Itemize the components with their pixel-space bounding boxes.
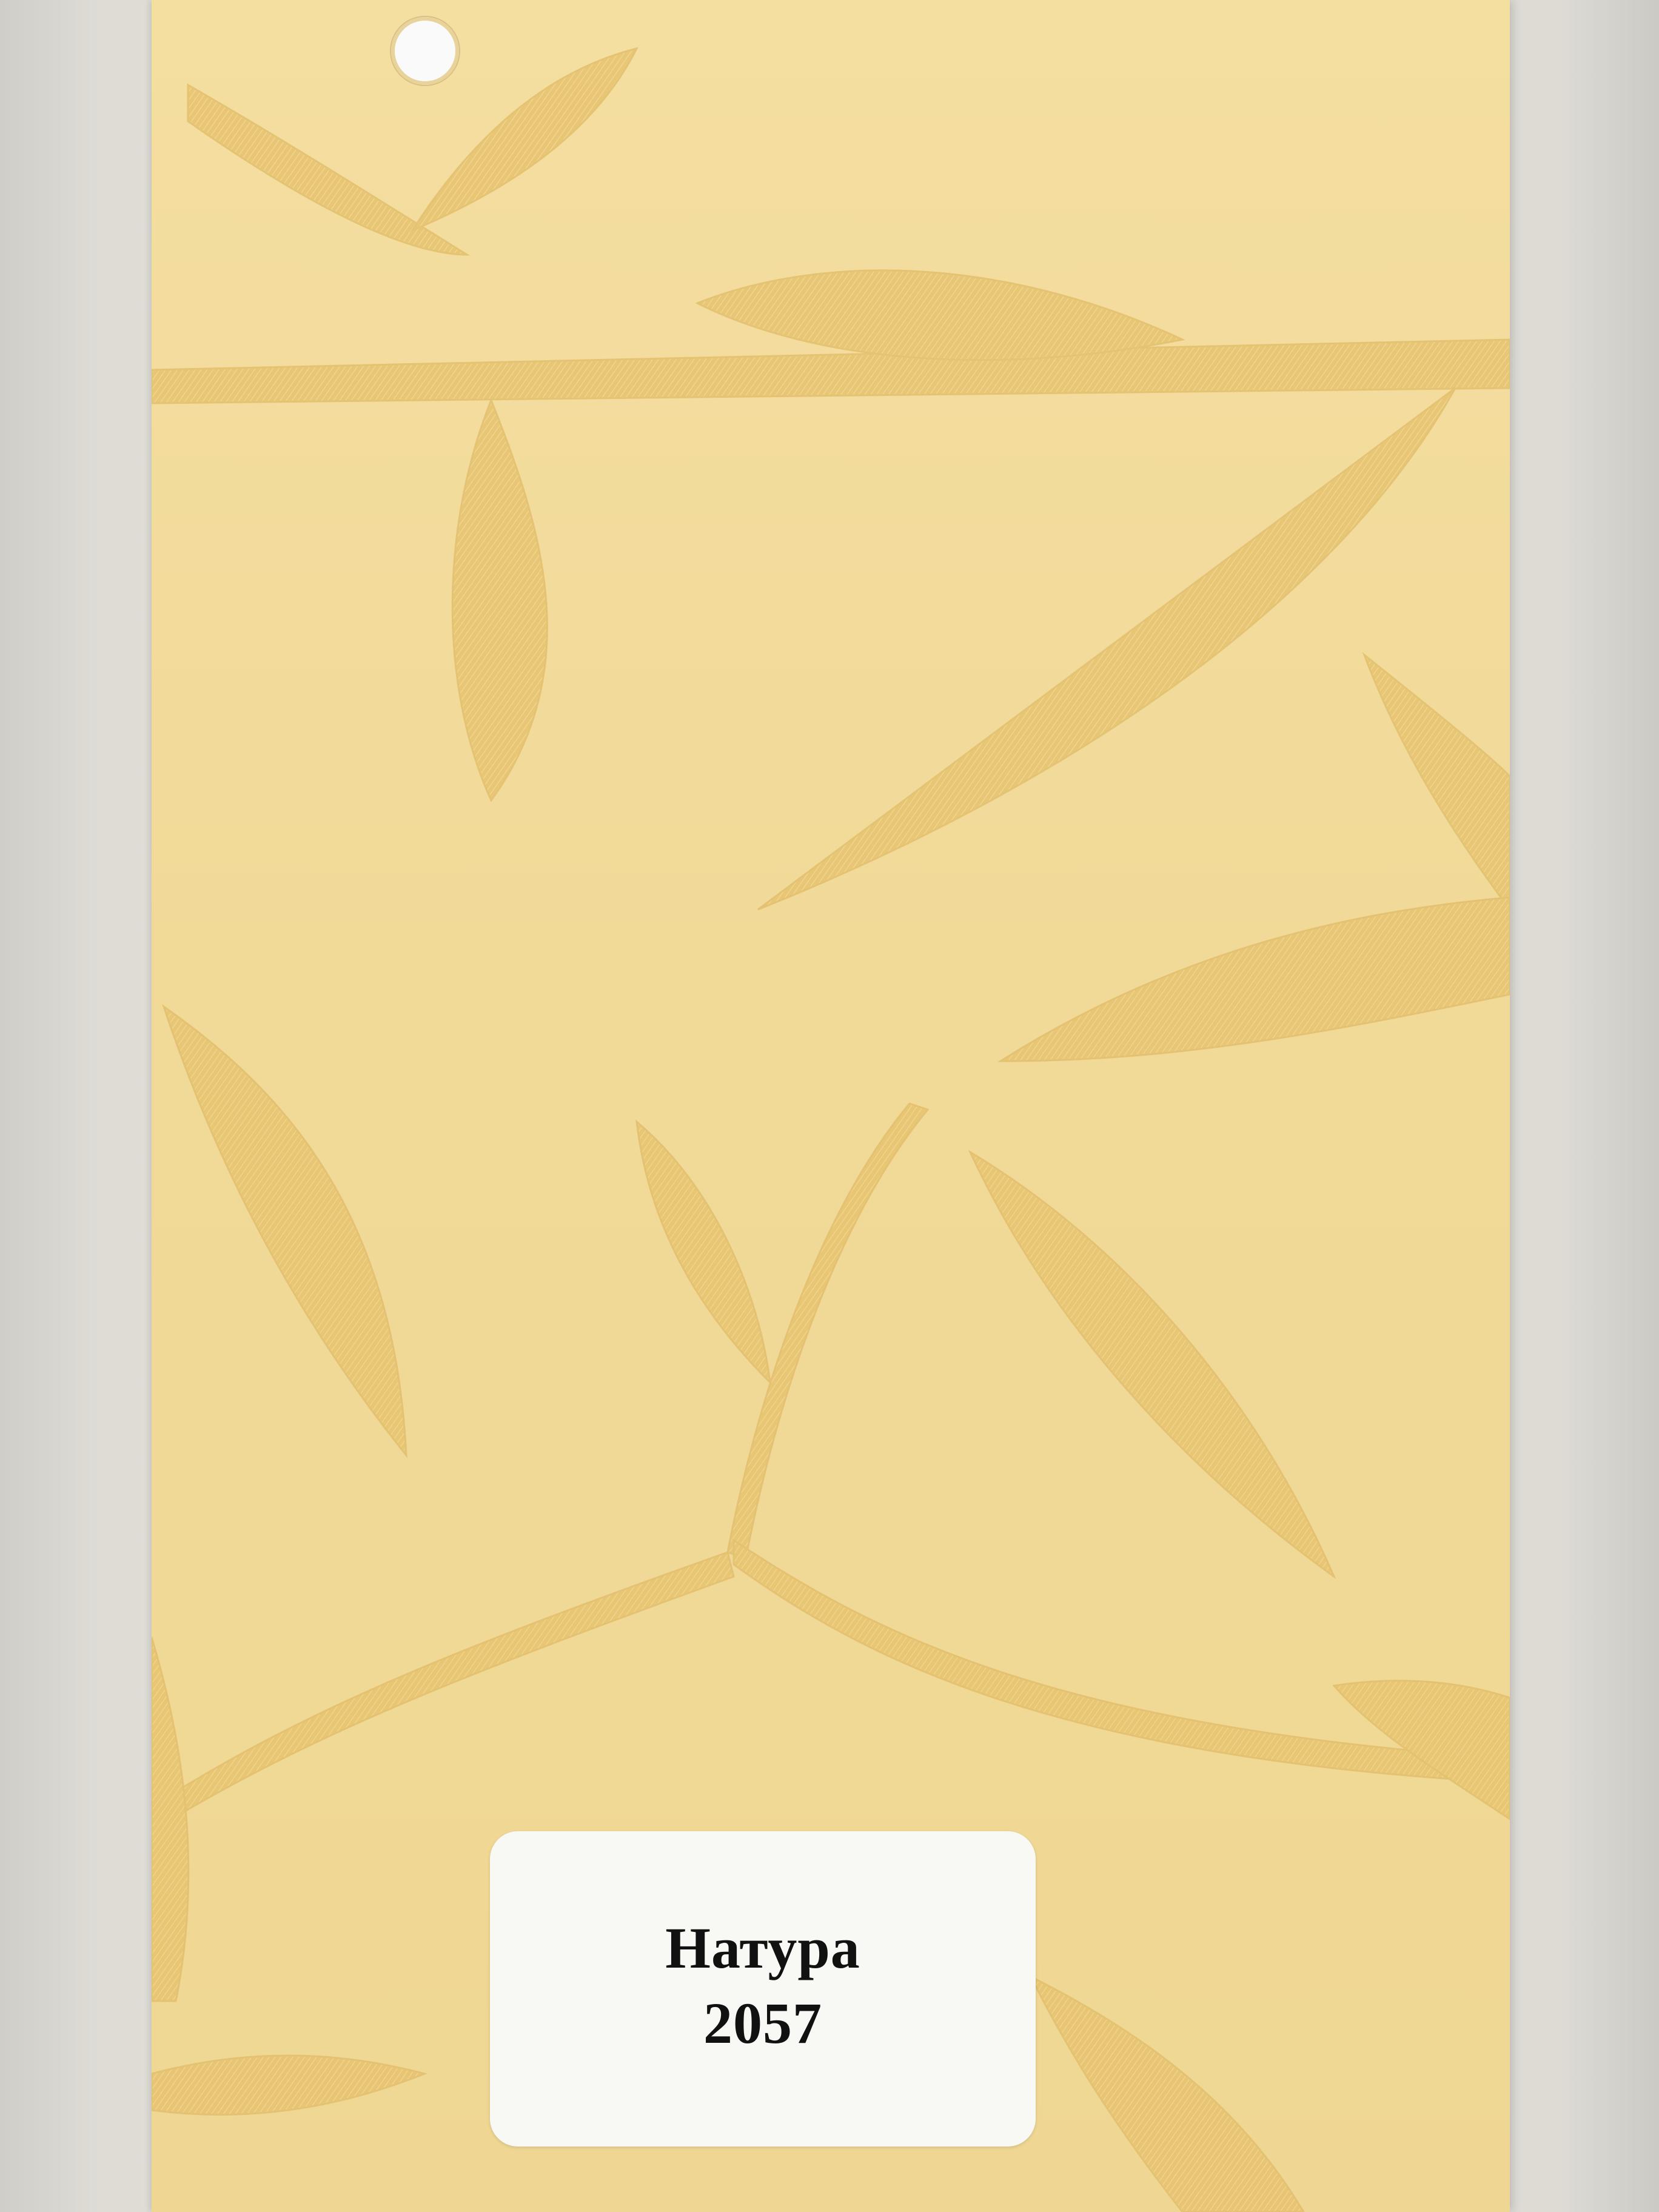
leaf-shape (1000, 897, 1510, 1061)
stem-shape (152, 1552, 734, 1831)
leaf-shape (1031, 1977, 1304, 2212)
leaf-shape (152, 1637, 189, 2001)
sample-label (490, 1831, 1036, 2147)
leaf-shape (188, 85, 467, 255)
leaf-shape (152, 2056, 424, 2115)
leaf-shape (164, 1007, 406, 1455)
leaf-shape (697, 270, 1182, 360)
punch-hole (391, 17, 459, 85)
leaf-shape (637, 1122, 770, 1382)
stem-shape (734, 1540, 1510, 1783)
leaf-shape (758, 388, 1455, 910)
leaf-shape (970, 1152, 1334, 1577)
leaf-shape (452, 400, 547, 800)
label-name: Натура (665, 1915, 860, 1980)
leaf-shape (1364, 655, 1510, 910)
label-code: 2057 (703, 1991, 822, 2056)
stem-band (152, 340, 1510, 403)
